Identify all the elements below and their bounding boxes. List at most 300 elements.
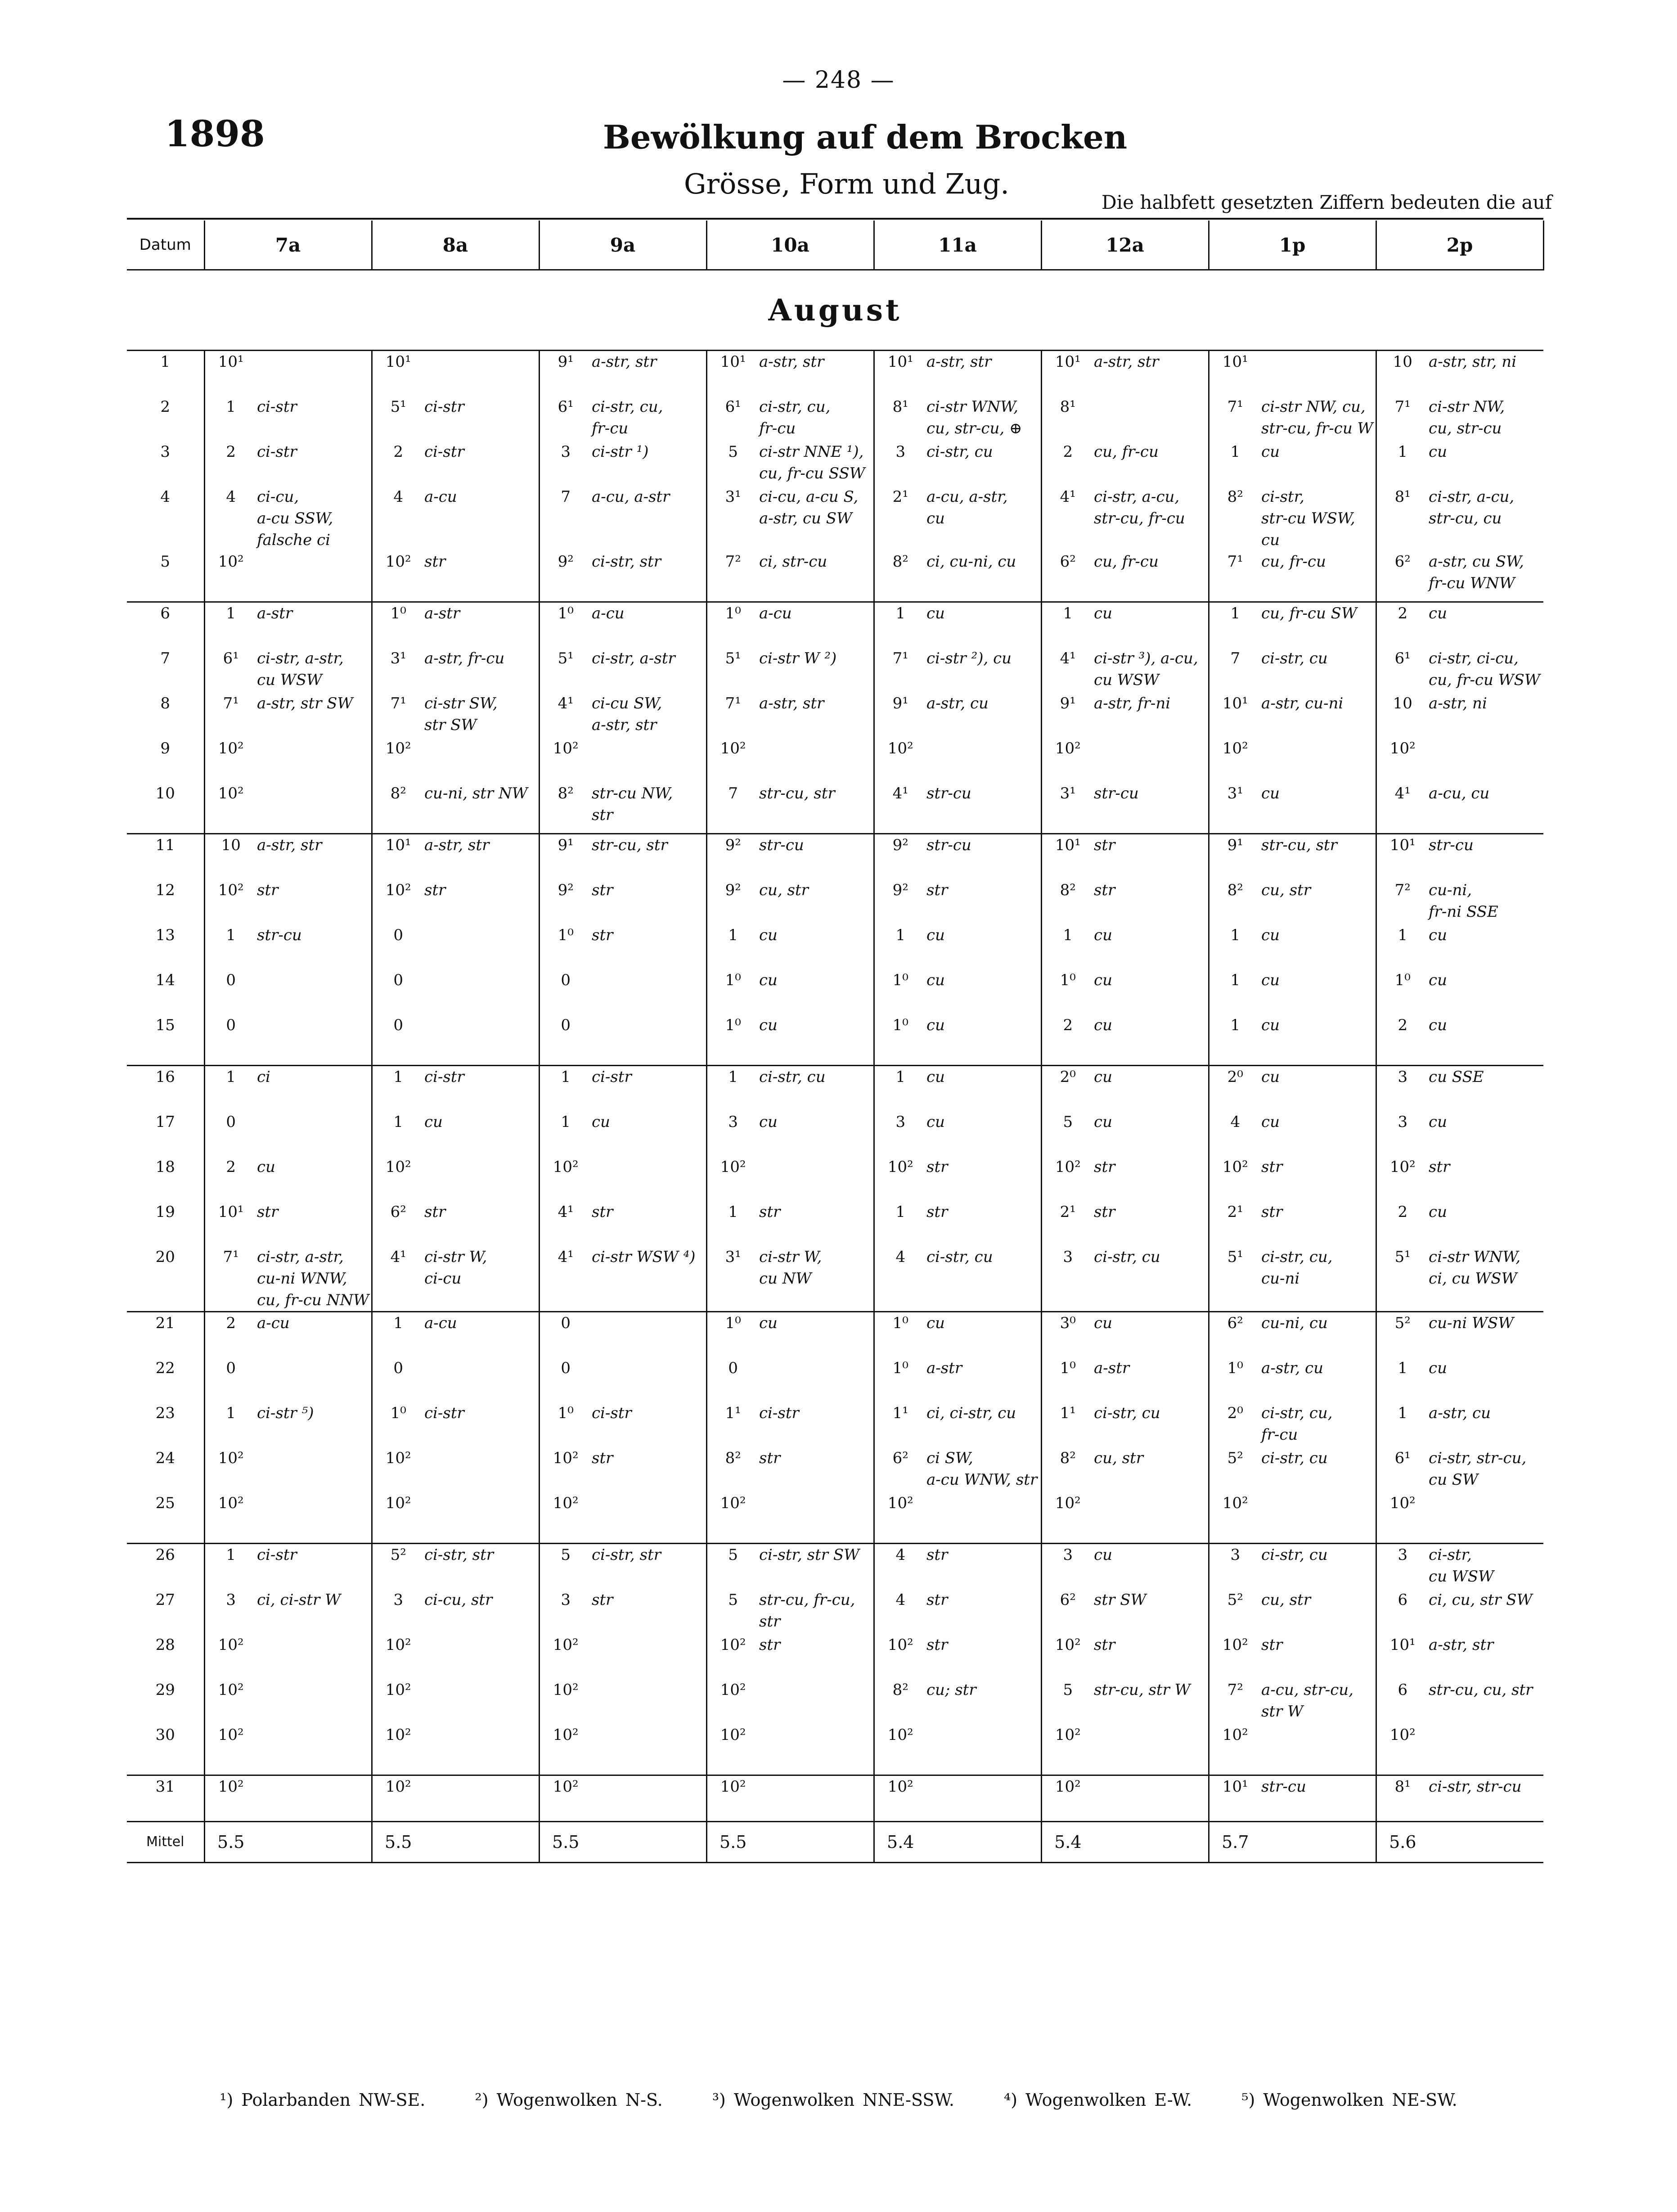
day-cell: 5 [127,551,204,602]
form-cell: a-str, cu-ni [1261,693,1376,738]
amount-cell: 5¹ [1394,1248,1411,1266]
amount-cell: 1 [895,926,906,944]
mittel-value: 5.4 [1041,1822,1094,1863]
form-cell: a-str, str [592,351,706,396]
amount-cell: 10² [720,1681,746,1699]
amount-cell: 0 [539,1312,592,1358]
form-cell [926,738,1041,783]
form-cell: a-str, str [1429,1636,1494,1654]
amount-cell: 5 [706,1544,759,1590]
form-cell: str [926,1156,1041,1201]
form-cell [424,1724,539,1775]
form-cell: str-cu [759,834,874,880]
form-cell: a-str, str [759,351,874,396]
form-cell: str-cu, cu, str [1429,1681,1533,1699]
form-cell: cu [926,1014,1041,1066]
form-cell: cu [592,1111,706,1156]
form-cell [1094,1775,1209,1822]
amount-cell: 10¹ [372,834,424,880]
table-row [127,738,1543,783]
amount-cell: 10¹ [887,353,913,371]
form-cell: str-cu [1094,783,1209,834]
amount-cell: 5 [1063,1113,1073,1131]
amount-cell: 3 [1209,1544,1261,1590]
amount-cell: 6¹ [725,398,741,416]
amount-cell: 10² [1222,739,1248,757]
form-cell: cu [1429,926,1447,944]
form-cell: str [759,1634,874,1679]
form-cell: ci-str NNE ¹), cu, fr-cu SSW [759,441,874,486]
amount-cell: 10² [887,1726,913,1744]
form-cell: ci-str [257,1544,372,1590]
amount-cell: 10¹ [1222,694,1248,712]
amount-cell: 1⁰ [892,1359,908,1377]
amount-cell: 10² [874,1775,926,1822]
form-cell: cu [1094,1066,1209,1112]
table-row [127,1246,1543,1312]
form-cell: str [424,551,539,602]
amount-cell: 1¹ [1060,1404,1076,1422]
spacer-cell [424,1822,539,1863]
amount-cell: 3 [1376,1544,1429,1590]
amount-cell: 9¹ [539,834,592,880]
day-cell: 29 [127,1679,204,1724]
form-cell: ci, str-cu [759,551,874,602]
form-cell: ci-str, cu [1094,1246,1209,1312]
form-cell: ci-str W, cu NW [759,1246,874,1312]
top-rule [127,218,1543,220]
form-cell: ci-str [424,441,539,486]
amount-cell: 10² [553,739,579,757]
footnote: ¹) Polarbanden NW-SE. [220,2090,426,2110]
form-cell: str [926,1589,1041,1634]
hour-header: 7a [204,221,372,270]
form-cell: str [1261,1201,1376,1246]
amount-cell: 1 [561,1113,571,1131]
form-cell: cu [1429,443,1447,461]
mittel-value: 5.5 [372,1822,424,1863]
amount-cell: 7¹ [1227,553,1243,571]
spacer-cell [759,1822,874,1863]
spacer-cell [257,1822,372,1863]
amount-cell: 10² [539,1775,592,1822]
amount-cell: 4 [895,1248,906,1266]
amount-cell: 4 [874,1544,926,1590]
form-cell: str [759,1201,874,1246]
amount-cell: 10² [1055,1158,1081,1176]
amount-cell: 10² [553,1158,579,1176]
form-cell: cu [1094,969,1209,1014]
amount-cell: 3⁰ [1041,1312,1094,1358]
form-cell: str [1261,1156,1376,1201]
form-cell [257,1634,372,1679]
form-cell: str-cu [926,783,1041,834]
form-cell: cu [926,969,1041,1014]
amount-cell: 5 [1063,1681,1073,1699]
form-cell [257,783,372,834]
amount-cell: 10¹ [218,1203,244,1221]
amount-cell: 1⁰ [1060,1359,1076,1377]
amount-cell: 0 [561,1359,571,1377]
form-cell [1094,1724,1209,1775]
hour-header: 2p [1376,221,1543,270]
form-cell: str [926,1544,1041,1590]
form-cell: a-str [424,602,539,648]
amount-cell: 2¹ [892,488,908,506]
form-cell [424,1156,539,1201]
form-cell: cu [926,1066,1041,1112]
amount-cell: 7 [561,488,571,506]
form-cell: cu, str [1261,879,1376,924]
form-cell: cu [1429,1016,1447,1034]
amount-cell: 5¹ [1227,1248,1243,1266]
table-row [127,1724,1543,1775]
amount-cell: 6¹ [1394,1449,1411,1467]
amount-cell: 8² [390,784,406,802]
amount-cell: 10² [218,1636,244,1654]
amount-cell: 10² [385,1494,411,1512]
form-cell: ci-str, str-cu WSW, cu [1261,486,1376,551]
footnote: ²) Wogenwolken N-S. [475,2090,663,2110]
amount-cell: 10² [887,1636,913,1654]
amount-cell: 4¹ [892,784,908,802]
amount-cell: 10² [218,1494,244,1512]
form-cell: cu, fr-cu [1261,551,1376,602]
amount-cell: 10² [1389,1494,1416,1512]
form-cell [759,1492,874,1544]
amount-cell: 1 [728,926,738,944]
amount-cell: 10² [887,739,913,757]
form-cell: a-cu [257,1312,372,1358]
amount-cell: 10² [218,1726,244,1744]
form-cell [592,1492,706,1544]
form-cell [424,351,539,396]
table-row [127,1447,1543,1492]
day-cell: 9 [127,738,204,783]
amount-cell: 10² [553,1494,579,1512]
table-row [127,693,1543,738]
amount-cell: 2¹ [1060,1203,1076,1221]
form-cell [424,1014,539,1066]
form-cell: a-cu, str-cu, str W [1261,1679,1376,1724]
form-cell [424,1357,539,1402]
month-label: August [127,270,1543,351]
form-cell: cu [1094,924,1209,969]
form-cell: a-cu [424,486,539,551]
form-cell: a-cu, a-str [592,486,706,551]
table-row [127,1492,1543,1544]
table-row [127,1066,1543,1112]
day-cell: 2 [127,396,204,441]
form-cell: cu, str [1094,1447,1209,1492]
table-row [127,1402,1543,1447]
amount-cell: 1 [1398,1404,1408,1422]
form-cell [592,1357,706,1402]
amount-cell: 10¹ [1041,834,1094,880]
form-cell: cu [1429,971,1447,989]
form-cell: str-cu, fr-cu, str [759,1589,874,1634]
form-cell [424,1679,539,1724]
spacer-cell [1094,1822,1209,1863]
form-cell [1261,351,1376,396]
amount-cell: 10² [553,1636,579,1654]
amount-cell: 10² [1389,1158,1416,1176]
form-cell: cu [257,1156,372,1201]
mittel-value: 5.5 [706,1822,759,1863]
form-cell: str [592,924,706,969]
amount-cell: 8² [725,1449,741,1467]
form-cell [257,1111,372,1156]
amount-cell: 8¹ [892,398,908,416]
amount-cell: 1 [226,1404,236,1422]
amount-cell: 10² [385,1158,411,1176]
form-cell: ci-str, cu [1261,648,1376,693]
table-row [127,783,1543,834]
form-cell [592,1634,706,1679]
amount-cell: 10² [706,1775,759,1822]
form-cell: ci, ci-str, cu [926,1402,1041,1447]
form-cell [592,969,706,1014]
amount-cell: 2 [393,443,404,461]
amount-cell: 1⁰ [558,1404,574,1422]
form-cell [759,1775,874,1822]
amount-cell: 7² [1394,881,1411,899]
form-cell: ci-str [424,396,539,441]
amount-cell: 6¹ [223,649,239,667]
form-cell: ci-str W ²) [759,648,874,693]
amount-cell: 1 [204,1066,257,1112]
amount-cell: 1⁰ [706,602,759,648]
form-cell: ci-cu, a-cu SSW, falsche ci [257,486,372,551]
amount-cell: 7 [1230,649,1241,667]
form-cell: cu [1429,1359,1447,1377]
amount-cell: 10² [218,784,244,802]
amount-cell: 8² [1227,488,1243,506]
form-cell: ci-str, cu, cu-ni [1261,1246,1376,1312]
table-row [127,351,1543,396]
amount-cell: 5² [1227,1591,1243,1609]
amount-cell: 4¹ [390,1248,406,1266]
form-cell: a-str, cu [1261,1357,1376,1402]
form-cell: ci-str, cu [1261,1447,1376,1492]
amount-cell: 10² [218,739,244,757]
amount-cell: 3¹ [390,649,406,667]
amount-cell: 10¹ [1389,1636,1416,1654]
form-cell: ci-str ⁵) [257,1402,372,1447]
amount-cell: 10 [204,834,257,880]
amount-cell: 2 [1398,1016,1408,1034]
form-cell: ci-str, cu [1094,1402,1209,1447]
form-cell: cu [1429,1113,1447,1131]
amount-cell: 10² [204,1775,257,1822]
form-cell [1261,738,1376,783]
form-cell: a-str, cu [926,693,1041,738]
page-subtitle: Grösse, Form und Zug. [684,167,1009,200]
form-cell: str-cu [926,834,1041,880]
form-cell: cu SSE [1429,1066,1543,1112]
amount-cell: 10² [553,1681,579,1699]
form-cell: ci-str, cu [926,1246,1041,1312]
amount-cell: 9² [558,553,574,571]
amount-cell: 9² [706,834,759,880]
amount-cell: 7¹ [390,694,406,712]
form-cell: ci-str [424,1402,539,1447]
table-row [127,969,1543,1014]
table-row [127,1111,1543,1156]
form-cell: cu [1094,1111,1209,1156]
form-cell: ci-str, a-cu, str-cu, cu [1429,488,1515,527]
day-cell: 16 [127,1066,204,1112]
form-cell: cu [1261,783,1376,834]
form-cell: str [926,879,1041,924]
form-cell: ci-str [759,1402,874,1447]
form-cell [424,738,539,783]
amount-cell: 8² [1227,881,1243,899]
form-cell: ci-str, a-str, cu-ni WNW, cu, fr-cu NNW [257,1246,372,1312]
amount-cell: 1 [1230,971,1241,989]
form-cell: ci SW, a-cu WNW, str [926,1447,1041,1492]
form-cell [257,351,372,396]
amount-cell: 5 [728,1591,738,1609]
amount-cell: 10² [1222,1636,1248,1654]
amount-cell: 9¹ [1060,694,1076,712]
form-cell [257,1014,372,1066]
form-cell: cu [1261,969,1376,1014]
form-cell: ci, cu-ni, cu [926,551,1041,602]
amount-cell: 1⁰ [1394,971,1411,989]
amount-cell: 1⁰ [1227,1359,1243,1377]
amount-cell: 8¹ [1394,488,1411,506]
form-cell: ci-str, str-cu, cu SW [1429,1449,1527,1489]
form-cell: ci-str, cu [759,1066,874,1112]
form-cell: ci-str, str-cu [1429,1775,1543,1822]
form-cell: ci, ci-str W [257,1589,372,1634]
amount-cell: 2⁰ [1041,1066,1094,1112]
form-cell: cu [1094,1544,1209,1590]
amount-cell: 1 [1398,1359,1408,1377]
form-cell: str [759,1447,874,1492]
amount-cell: 10² [1041,1775,1094,1822]
amount-cell: 1 [895,1203,906,1221]
form-cell [926,1775,1041,1822]
form-cell: str [1429,1158,1450,1176]
form-cell: cu; str [926,1679,1041,1724]
form-cell: cu-ni, cu [1261,1312,1376,1358]
amount-cell: 9¹ [1209,834,1261,880]
form-cell: ci-str WNW, cu, str-cu, ⊕ [926,396,1041,441]
amount-cell: 3¹ [725,1248,741,1266]
amount-cell: 3 [561,1591,571,1609]
day-cell: 7 [127,648,204,693]
form-cell: str-cu [257,924,372,969]
table-row [127,1544,1543,1590]
form-cell [424,1447,539,1492]
form-cell: str SW [1094,1589,1209,1634]
form-cell: str-cu, str [592,834,706,880]
form-cell: ci-str, cu [926,441,1041,486]
amount-cell: 2¹ [1227,1203,1243,1221]
amount-cell: 5¹ [390,398,406,416]
amount-cell: 8¹ [1376,1775,1429,1822]
amount-cell: 8² [1060,1449,1076,1467]
day-cell: 18 [127,1156,204,1201]
amount-cell: 10² [385,1726,411,1744]
amount-cell: 0 [226,1016,236,1034]
form-cell [592,1724,706,1775]
form-cell: str [926,1201,1041,1246]
day-cell: 14 [127,969,204,1014]
form-cell: cu-ni, fr-ni SSE [1429,881,1498,921]
amount-cell: 1¹ [725,1404,741,1422]
form-cell: ci-str [257,441,372,486]
header-note: Die halbfett gesetzten Ziffern bedeuten die auf [1102,191,1552,213]
day-cell: 13 [127,924,204,969]
form-cell: ci-cu, a-cu S, a-str, cu SW [759,486,874,551]
amount-cell: 10² [1055,739,1081,757]
form-cell [1429,1492,1543,1544]
table-row [127,1679,1543,1724]
amount-cell: 10² [218,881,244,899]
form-cell: str [592,1201,706,1246]
month-row [127,270,1543,351]
amount-cell: 10² [720,1636,746,1654]
table-row [127,1589,1543,1634]
hour-header: 10a [706,221,874,270]
form-cell: ci-str, a-cu, str-cu, fr-cu [1094,486,1209,551]
form-cell [759,1357,874,1402]
form-cell: cu [759,1312,874,1358]
form-cell: cu, fr-cu [1094,551,1209,602]
amount-cell: 10² [553,1726,579,1744]
amount-cell: 3 [1376,1066,1429,1112]
amount-cell: 10² [1389,1726,1416,1744]
form-cell: ci-str [592,1066,706,1112]
amount-cell: 1 [1230,1016,1241,1034]
day-cell: 19 [127,1201,204,1246]
amount-cell: 8¹ [1060,398,1076,416]
form-cell [759,1156,874,1201]
amount-cell: 10¹ [720,353,746,371]
form-cell [926,1492,1041,1544]
table-row [127,441,1543,486]
amount-cell: 6 [1398,1681,1408,1699]
form-cell: a-cu, a-str, cu [926,486,1041,551]
day-cell: 6 [127,602,204,648]
amount-cell: 2 [204,1312,257,1358]
form-cell: a-str, fr-cu [424,648,539,693]
amount-cell: 1 [1398,443,1408,461]
amount-cell: 10² [218,553,244,571]
form-cell [424,1492,539,1544]
amount-cell: 10² [385,881,411,899]
amount-cell: 9² [874,834,926,880]
amount-cell: 1⁰ [725,1016,741,1034]
form-cell [257,1357,372,1402]
amount-cell: 10² [218,1681,244,1699]
form-cell: a-str, ni [1429,694,1487,712]
form-cell [257,551,372,602]
amount-cell: 10² [1389,739,1416,757]
amount-cell: 10² [1222,1726,1248,1744]
amount-cell: 1⁰ [1060,971,1076,989]
form-cell [592,1156,706,1201]
amount-cell: 6² [390,1203,406,1221]
form-cell [759,738,874,783]
amount-cell: 1 [539,1066,592,1112]
amount-cell: 2⁰ [1227,1404,1243,1422]
amount-cell: 6¹ [558,398,574,416]
amount-cell: 1 [204,602,257,648]
